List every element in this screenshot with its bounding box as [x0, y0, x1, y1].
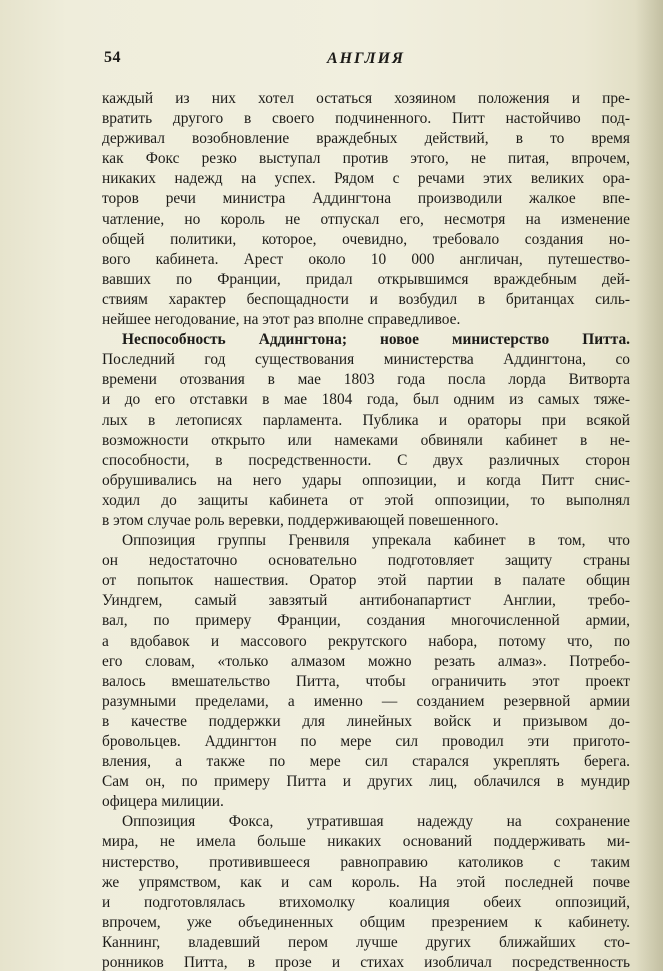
text-line: Каннинг, владевший пером лучше других ближайших сто-: [102, 933, 630, 951]
text-line: времени отозвания в мае 1803 года посла лорда Витворта: [102, 371, 630, 389]
section-heading-text: Неспособность Аддингтона; новое министерство Питта.: [122, 331, 630, 349]
text-line: вавших по Франции, придал открывшимся враждебным дей-: [102, 270, 630, 288]
running-title: АНГЛИЯ: [326, 50, 406, 67]
text-line: офицера милиции.: [102, 793, 224, 811]
text-line: нейшее негодование, на этот раз вполне справедливое.: [102, 311, 461, 329]
text-line: а вдобавок и массового рекрутского набора, потому что, по: [102, 632, 630, 650]
text-line: возможности открыто или намеками обвиняли кабинет в не-: [102, 431, 630, 449]
page-number: 54: [104, 49, 121, 66]
text-line: разумными пределами, а именно — созданием резервной армии: [102, 692, 630, 710]
text-line: его словам, «только алмазом можно резать алмаз». Потребо-: [102, 652, 630, 670]
text-line: ронников Питта, в прозе и стихах изобличал посредственность: [102, 954, 630, 971]
text-line: и подготовлялась втихомолку коалиция обеих оппозиций,: [102, 893, 630, 911]
text-line: ствиям характер беспощадности и возбудил в британцах силь-: [102, 290, 630, 308]
page-edge-shadow: [635, 0, 663, 971]
text-line: в качестве поддержки для линейных войск и призывом до-: [102, 712, 630, 730]
text-line: способности, в посредственности. С двух различных сторон: [102, 451, 630, 469]
text-line: Сам он, по примеру Питта и других лиц, облачился в мундир: [102, 773, 630, 791]
text-line: обрушивались на него удары оппозиции, и когда Питт снис-: [102, 471, 630, 489]
text-line: общей политики, которое, очевидно, требовало создания но-: [102, 230, 630, 248]
text-line: вления, а также по мере сил старался укреплять берега.: [102, 753, 630, 771]
text-line: мира, не имела больше никаких оснований поддерживать ми-: [102, 833, 630, 851]
text-line: никаких надежд на успех. Рядом с речами этих великих ора-: [102, 170, 630, 188]
text-line: лых в летописях парламента. Публика и ораторы при всякой: [102, 411, 630, 429]
text-line: Уиндгем, самый завзятый антибонапартист Англии, требо-: [102, 592, 630, 610]
text-line: и до его отставки в мае 1804 года, был одним из самых тяже-: [102, 391, 630, 409]
text-line: впрочем, уже объединенных общим презрением к кабинету.: [102, 913, 630, 931]
text-line: валось вмешательство Питта, чтобы ограничить этот проект: [102, 672, 630, 690]
text-line: каждый из них хотел остаться хозяином положения и пре-: [102, 90, 630, 107]
text-line: в этом случае роль веревки, поддерживающей повешенного.: [102, 511, 499, 529]
text-line: держивал возобновление враждебных действий, в то время: [102, 130, 630, 148]
text-line: от попыток нашествия. Оратор этой партии в палате общин: [102, 572, 630, 590]
text-line: торов речи министра Аддингтона производили жалкое впе-: [102, 190, 630, 208]
text-line: вал, по примеру Франции, создания многочисленной армии,: [102, 612, 630, 630]
text-line: он недостаточно основательно подготовляет защиту страны: [102, 552, 630, 570]
text-line: же упрямством, как и сам король. На этой последней почве: [102, 873, 630, 891]
text-line: чатление, но король не отпускал его, несмотря на изменение: [102, 210, 630, 228]
text-line: нистерство, противившееся равноправию католиков с таким: [102, 853, 630, 871]
text-line: ходил до защиты кабинета от этой оппозиции, то выполнял: [102, 491, 630, 509]
text-line: Последний год существования министерства Аддингтона, со: [102, 351, 630, 369]
text-line: бровольцев. Аддингтон по мере сил проводил эти пригото-: [102, 733, 630, 750]
text-line: вого кабинета. Арест около 10 000 англичан, путешество-: [102, 250, 630, 268]
body-text: [102, 89, 630, 971]
text-line: как Фокс резко выступал против этого, не питая, впрочем,: [102, 150, 630, 168]
page-header: [104, 49, 628, 73]
section-heading: [102, 330, 630, 350]
text-line: Оппозиция Фокса, утратившая надежду на сохранение: [122, 813, 630, 831]
text-line: вратить другого в своего подчиненного. Питт настойчиво под-: [102, 110, 630, 128]
text-line: Оппозиция группы Гренвиля упрекала кабинет в том, что: [122, 532, 630, 550]
